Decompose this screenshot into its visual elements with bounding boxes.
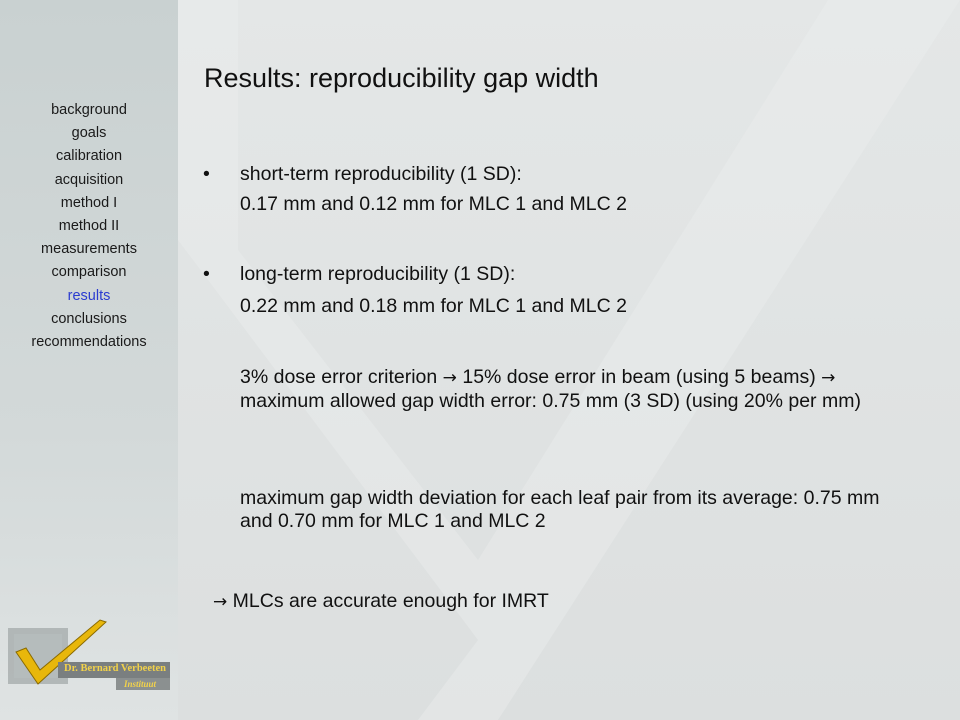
agenda-item-acquisition[interactable]: acquisition xyxy=(54,171,124,188)
criterion-part-3: maximum allowed gap width error: 0.75 mm (3 SD) (using 20% per mm) xyxy=(240,390,861,412)
criterion-part-2: 15% dose error in beam (using 5 beams) xyxy=(462,366,816,388)
arrow-right-icon: → xyxy=(821,368,836,388)
agenda-item-results[interactable]: results xyxy=(67,287,111,304)
agenda-item-comparison[interactable]: comparison xyxy=(51,264,127,281)
gap-deviation-text: maximum gap width deviation for each leaf pair from its average: 0.75 mm and 0.70 mm for MLC 1 and MLC 2 xyxy=(240,487,880,532)
agenda-item-conclusions[interactable]: conclusions xyxy=(51,310,127,327)
long-term-value: 0.22 mm and 0.18 mm for MLC 1 and MLC 2 xyxy=(240,295,627,317)
arrow-right-icon: → xyxy=(442,368,457,388)
agenda-item-method-1[interactable]: method I xyxy=(60,194,118,211)
agenda-nav xyxy=(8,99,170,354)
logo-sub: Instituut xyxy=(124,679,157,689)
bullet-icon: • xyxy=(203,163,210,185)
institute-logo xyxy=(8,618,172,694)
arrow-right-icon: → xyxy=(213,592,228,612)
logo-name: Dr. Bernard Verbeeten xyxy=(64,663,166,674)
short-term-value: 0.17 mm and 0.12 mm for MLC 1 and MLC 2 xyxy=(240,193,627,215)
agenda-item-goals[interactable]: goals xyxy=(71,125,107,142)
agenda-item-background[interactable]: background xyxy=(51,102,127,118)
short-term-heading: short-term reproducibility (1 SD): xyxy=(240,163,522,185)
slide-title: Results: reproducibility gap width xyxy=(204,63,599,93)
criterion-part-1: 3% dose error criterion xyxy=(240,366,438,388)
bullet-icon: • xyxy=(203,263,210,285)
agenda-item-measurements[interactable]: measurements xyxy=(41,241,137,258)
agenda-item-recommendations[interactable]: recommendations xyxy=(31,334,147,351)
conclusion-text: MLCs are accurate enough for IMRT xyxy=(232,590,549,612)
agenda-item-method-2[interactable]: method II xyxy=(58,218,120,235)
long-term-heading: long-term reproducibility (1 SD): xyxy=(240,263,516,285)
agenda-item-calibration[interactable]: calibration xyxy=(55,148,123,165)
dose-criterion-text xyxy=(240,366,900,413)
conclusion-line xyxy=(213,590,549,613)
